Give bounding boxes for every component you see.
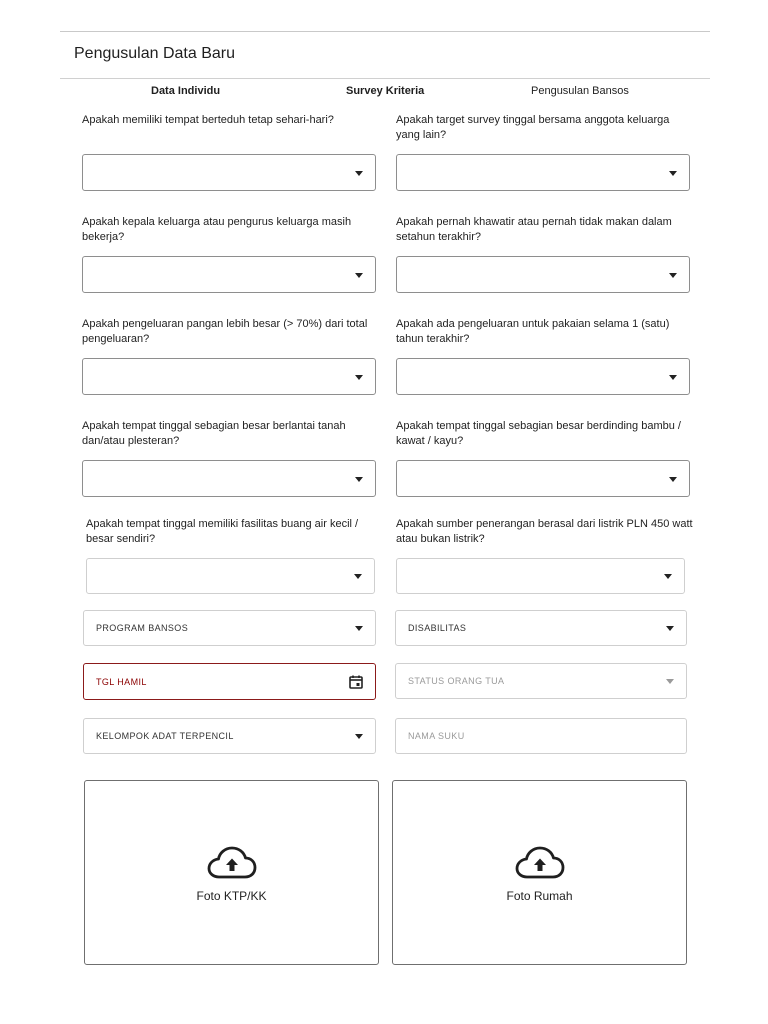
select-lantai-tanah[interactable] <box>82 460 376 497</box>
page-title: Pengusulan Data Baru <box>74 45 235 62</box>
question-tinggal-bersama: Apakah target survey tinggal bersama anggota keluarga yang lain? <box>396 114 670 141</box>
chevron-down-icon <box>669 273 677 278</box>
question-fasilitas-buang-air: Apakah tempat tinggal memiliki fasilitas buang air kecil / besar sendiri? <box>86 518 359 545</box>
select-fasilitas-buang-air[interactable] <box>86 558 375 594</box>
top-divider <box>60 31 710 32</box>
program-bansos-select[interactable] <box>83 610 376 646</box>
chevron-down-icon <box>355 273 363 278</box>
chevron-down-icon <box>666 679 674 684</box>
select-pengeluaran-pakaian[interactable] <box>396 358 690 395</box>
chevron-down-icon <box>355 375 363 380</box>
select-tempat-berteduh[interactable] <box>82 154 376 191</box>
select-tinggal-bersama[interactable] <box>396 154 690 191</box>
tab-data-individu[interactable]: Data Individu <box>151 85 221 97</box>
question-pengeluaran-pangan: Apakah pengeluaran pangan lebih besar (> 70%) dari total pengeluaran? <box>82 318 368 345</box>
chevron-down-icon <box>355 734 363 739</box>
program-bansos-label: PROGRAM BANSOS <box>96 623 189 633</box>
tab-survey-kriteria[interactable]: Survey Kriteria <box>346 85 425 97</box>
cloud-upload-icon <box>515 846 565 880</box>
upload-ktp-label: Foto KTP/KK <box>196 889 267 903</box>
question-sumber-penerangan: Apakah sumber penerangan berasal dari listrik PLN 450 watt atau bukan listrik? <box>396 518 693 545</box>
upload-foto-ktp[interactable] <box>84 780 379 965</box>
tgl-hamil-field[interactable] <box>83 663 376 700</box>
chevron-down-icon <box>669 375 677 380</box>
upload-rumah-label: Foto Rumah <box>506 889 573 903</box>
question-tempat-berteduh: Apakah memiliki tempat berteduh tetap sehari-hari? <box>82 114 334 126</box>
chevron-down-icon <box>666 626 674 631</box>
kelompok-adat-label: KELOMPOK ADAT TERPENCIL <box>96 731 234 741</box>
chevron-down-icon <box>664 574 672 579</box>
question-kepala-keluarga-bekerja: Apakah kepala keluarga atau pengurus keluarga masih bekerja? <box>82 216 352 243</box>
chevron-down-icon <box>355 626 363 631</box>
upload-foto-rumah[interactable] <box>392 780 687 965</box>
question-lantai-tanah: Apakah tempat tinggal sebagian besar berlantai tanah dan/atau plesteran? <box>82 420 346 447</box>
chevron-down-icon <box>355 477 363 482</box>
cloud-upload-icon <box>207 846 257 880</box>
select-dinding-bambu[interactable] <box>396 460 690 497</box>
status-orang-tua-label: STATUS ORANG TUA <box>408 676 505 686</box>
chevron-down-icon <box>354 574 362 579</box>
nama-suku-input[interactable] <box>395 718 687 754</box>
title-divider <box>60 78 710 79</box>
calendar-icon[interactable] <box>349 675 363 689</box>
tab-bar <box>70 85 690 101</box>
kelompok-adat-select[interactable] <box>83 718 376 754</box>
question-pengeluaran-pakaian: Apakah ada pengeluaran untuk pakaian selama 1 (satu) tahun terakhir? <box>396 318 670 345</box>
question-dinding-bambu: Apakah tempat tinggal sebagian besar berdinding bambu / kawat / kayu? <box>396 420 681 447</box>
select-kepala-keluarga-bekerja[interactable] <box>82 256 376 293</box>
disabilitas-select[interactable] <box>395 610 687 646</box>
question-khawatir-makan: Apakah pernah khawatir atau pernah tidak makan dalam setahun terakhir? <box>396 216 672 243</box>
status-orang-tua-select[interactable] <box>395 663 687 699</box>
chevron-down-icon <box>669 477 677 482</box>
tab-pengusulan-bansos[interactable]: Pengusulan Bansos <box>531 85 629 97</box>
select-pengeluaran-pangan[interactable] <box>82 358 376 395</box>
select-sumber-penerangan[interactable] <box>396 558 685 594</box>
nama-suku-label: NAMA SUKU <box>408 731 465 741</box>
disabilitas-label: DISABILITAS <box>408 623 467 633</box>
tgl-hamil-label: TGL HAMIL <box>96 676 147 687</box>
chevron-down-icon <box>355 171 363 176</box>
select-khawatir-makan[interactable] <box>396 256 690 293</box>
chevron-down-icon <box>669 171 677 176</box>
